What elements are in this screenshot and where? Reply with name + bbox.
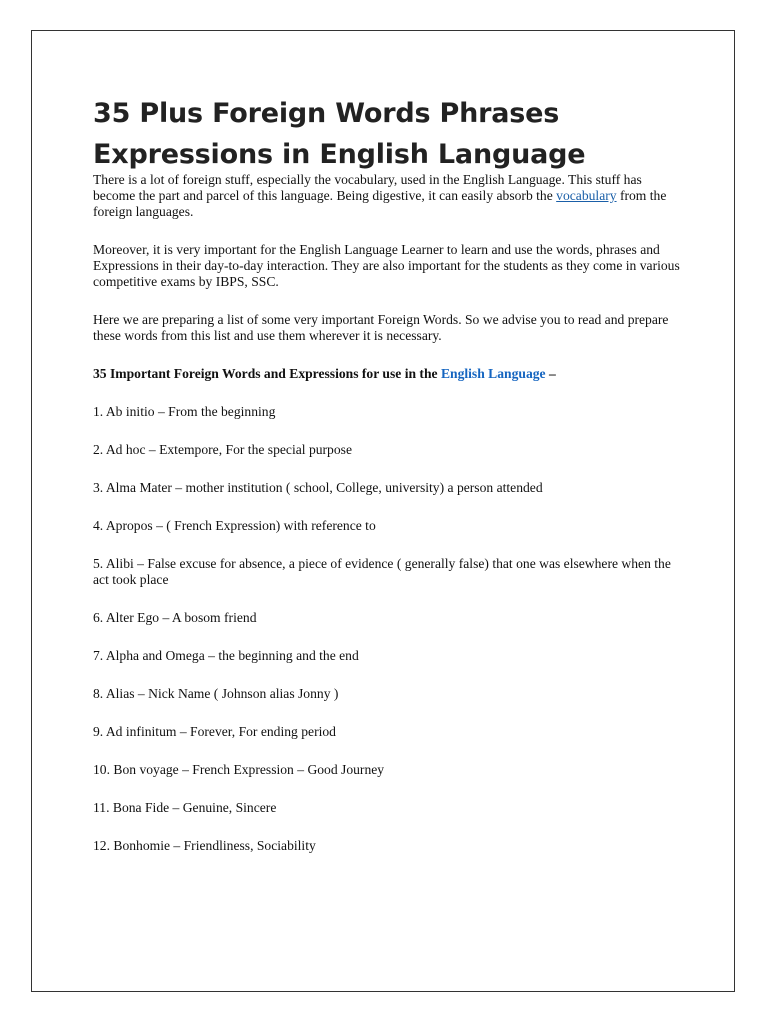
page-title: 35 Plus Foreign Words Phrases Expressions in English Language xyxy=(93,98,586,170)
subheading-text: 35 Important Foreign Words and Expressions for use in the xyxy=(93,366,441,381)
list-item: 9. Ad infinitum – Forever, For ending period xyxy=(93,724,336,739)
subheading-accent: English Language xyxy=(440,366,546,381)
subheading-suffix: – xyxy=(545,366,556,381)
list-item: 2. Ad hoc – Extempore, For the special purpose xyxy=(93,442,352,457)
word-list xyxy=(93,404,683,854)
list-item: 8. Alias – Nick Name ( Johnson alias Jonny ) xyxy=(93,686,339,701)
list-item: 7. Alpha and Omega – the beginning and the end xyxy=(93,648,359,663)
document-content xyxy=(93,93,683,876)
intro-text-before: There is a lot of foreign stuff, especially the vocabulary, used in the English Language. This stuff has become the part and parcel of this language. Being digestive, it can easily absorb the xyxy=(93,172,642,203)
list-item: 4. Apropos – ( French Expression) with reference to xyxy=(93,518,376,533)
paragraph-advice: Here we are preparing a list of some very important Foreign Words. So we advise you to read and prepare these words from this list and use them wherever it is necessary. xyxy=(93,312,669,343)
intro-text-after: from the foreign languages. xyxy=(93,188,667,219)
list-item: 3. Alma Mater – mother institution ( school, College, university) a person attended xyxy=(93,480,543,495)
list-item: 5. Alibi – False excuse for absence, a piece of evidence ( generally false) that one was elsewhere when the act took place xyxy=(93,556,671,587)
list-subheading xyxy=(93,366,683,382)
paragraph-importance: Moreover, it is very important for the English Language Learner to learn and use the words, phrases and Expressions in their day-to-day interaction. They are also important for the students as they come in various competitive exams by IBPS, SSC. xyxy=(93,242,680,289)
list-item: 6. Alter Ego – A bosom friend xyxy=(93,610,257,625)
list-item: 10. Bon voyage – French Expression – Good Journey xyxy=(93,762,385,777)
list-item: 11. Bona Fide – Genuine, Sincere xyxy=(93,800,277,815)
list-item: 1. Ab initio – From the beginning xyxy=(93,404,276,419)
list-item: 12. Bonhomie – Friendliness, Sociability xyxy=(93,838,316,853)
intro-paragraph xyxy=(93,172,683,220)
vocabulary-link[interactable]: vocabulary xyxy=(556,188,617,203)
document-page xyxy=(31,30,735,992)
